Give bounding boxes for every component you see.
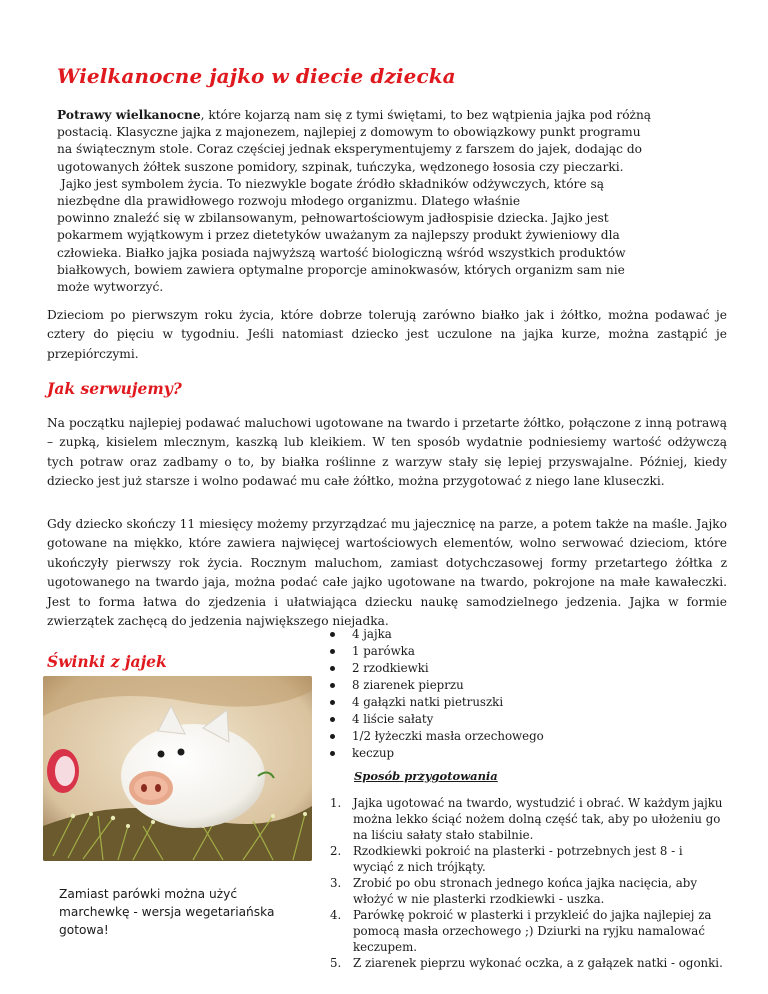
intro-line: może wytworzyć. [57, 280, 164, 295]
intro-line: , które kojarzą nam się z tymi świętami, to bez wątpienia jajka pod różną [200, 108, 652, 122]
ingredient-item: keczup [330, 745, 544, 762]
ingredient-item: 1/2 łyżeczki masła orzechowego [330, 728, 544, 745]
steps-list [330, 795, 725, 971]
serve-paragraph-1: Na początku najlepiej podawać maluchowi ugotowane na twardo i przetarte żółtko, połączone z inną potrawą – zupką, kisielem mlecznym, kaszką lub kleikiem. W ten sposób wydatnie podniesiemy wartość odżywczą tych potraw oraz zadbamy o to, by białka roślinne z warzyw stały się lepiej przyswajalne. Później, kiedy dziecko jest już starsze i wolno podawać mu całe żółtko, można przygotować z niego lane kluseczki. [47, 416, 727, 489]
intro-line: powinno znaleźć się w zbilansowanym, pełnowartościowym jadłospisie dziecka. Jajko jest [57, 211, 609, 226]
section-heading-serve: Jak serwujemy? [47, 379, 182, 398]
step-item [330, 843, 725, 875]
body-paragraph: Dzieciom po pierwszym roku życia, które dobrze tolerują zarówno białko jak i żółtko, można podawać je cztery do pięciu w tygodniu. Jeśli natomiast dziecko jest uczulone na jajka kurze, można zastąpić je przepiórczymi. [47, 308, 727, 361]
ingredient-item: 4 gałązki natki pietruszki [330, 694, 544, 711]
step-item [330, 795, 725, 843]
step-number: 2. [330, 844, 342, 858]
intro-line: postacią. Klasyczne jajka z majonezem, najlepiej z domowym to obowiązkowy punkt programu [57, 125, 641, 140]
ingredient-item: 2 rzodkiewki [330, 660, 544, 677]
step-text: Zrobić po obu stronach jednego końca jajka nacięcia, aby włożyć w nie plasterki rzodkiewki - uszka. [353, 876, 697, 906]
egg-pig-illustration [43, 676, 312, 861]
intro-line: pokarmem wyjątkowym i przez dietetyków uważanym za najlepszy produkt żywieniowy dla [57, 228, 620, 243]
step-number: 4. [330, 908, 342, 922]
step-text: Parówkę pokroić w plasterki i przykleić do jajka najlepiej za pomocą masła orzechowego ;) Dziurki na ryjku namalować keczupem. [353, 908, 712, 954]
egg-pig-photo [43, 676, 312, 861]
ingredient-item: 8 ziarenek pieprzu [330, 677, 544, 694]
intro-line: człowieka. Białko jajka posiada najwyższą wartość biologiczną wśród wszystkich produktów [57, 245, 626, 260]
step-text: Jajka ugotować na twardo, wystudzić i obrać. W każdym jajku można lekko ściąć nożem dolną część tak, aby po ułożeniu go na liściu sałaty stało stabilnie. [353, 796, 723, 842]
ingredient-item: 4 liście sałaty [330, 711, 544, 728]
recipe-heading: Świnki z jajek [47, 652, 167, 671]
step-text: Rzodkiewki pokroić na plasterki - potrzebnych jest 8 - i wyciąć z nich trójkąty. [353, 844, 683, 874]
step-item [330, 955, 725, 971]
intro-line: białkowych, bowiem zawiera optymalne proporcje aminokwasów, których organizm sam nie [57, 262, 625, 277]
intro-line: na świątecznym stole. Coraz częściej jednak eksperymentujemy z farszem do jajek, dodając do [57, 142, 642, 157]
intro-bold-lead: Potrawy wielkanocne [57, 108, 201, 122]
ingredient-item: 4 jajka [330, 626, 544, 643]
step-text: Z ziarenek pieprzu wykonać oczka, a z gałązek natki - ogonki. [353, 956, 723, 970]
step-number: 3. [330, 876, 342, 890]
photo-caption: Zamiast parówki można użyć marchewkę - wersja wegetariańska gotowa! [59, 887, 275, 937]
step-item [330, 907, 725, 955]
page-title: Wielkanocne jajko w diecie dziecka [57, 64, 456, 88]
step-number: 1. [330, 796, 342, 810]
intro-line: niezbędne dla prawidłowego rozwoju młodego organizmu. Dlatego właśnie [57, 194, 521, 209]
step-item [330, 875, 725, 907]
method-title: Sposób przygotowania [354, 769, 498, 783]
serve-paragraph-2: Gdy dziecko skończy 11 miesięcy możemy przyrządzać mu jajecznicę na parze, a potem także na maśle. Jajko gotowane na miękko, które zawiera najwięcej wartościowych elementów, wolno serwować dzieciom, które ukończyły pierwszy rok życia. Rocznym maluchom, zamiast dotychczasowej formy przetartego żółtka z ugotowanego na twardo jaja, można podać całe jajko ugotowane na twardo, pokrojone na małe kawałeczki. Jest to forma łatwa do zjedzenia i ułatwiająca dziecku naukę samodzielnego jedzenia. Jajka w formie zwierzątek zachęcą do jedzenia największego niejadka. [47, 517, 727, 629]
ingredients-list [330, 626, 544, 762]
ingredient-item: 1 parówka [330, 643, 544, 660]
step-number: 5. [330, 956, 342, 970]
intro-line: ugotowanych żółtek suszone pomidory, szpinak, tuńczyka, wędzonego łososia czy pieczarki. [57, 159, 624, 174]
intro-line: Jajko jest symbolem życia. To niezwykle bogate źródło składników odżywczych, które są [57, 176, 604, 191]
intro-paragraph [57, 107, 717, 296]
